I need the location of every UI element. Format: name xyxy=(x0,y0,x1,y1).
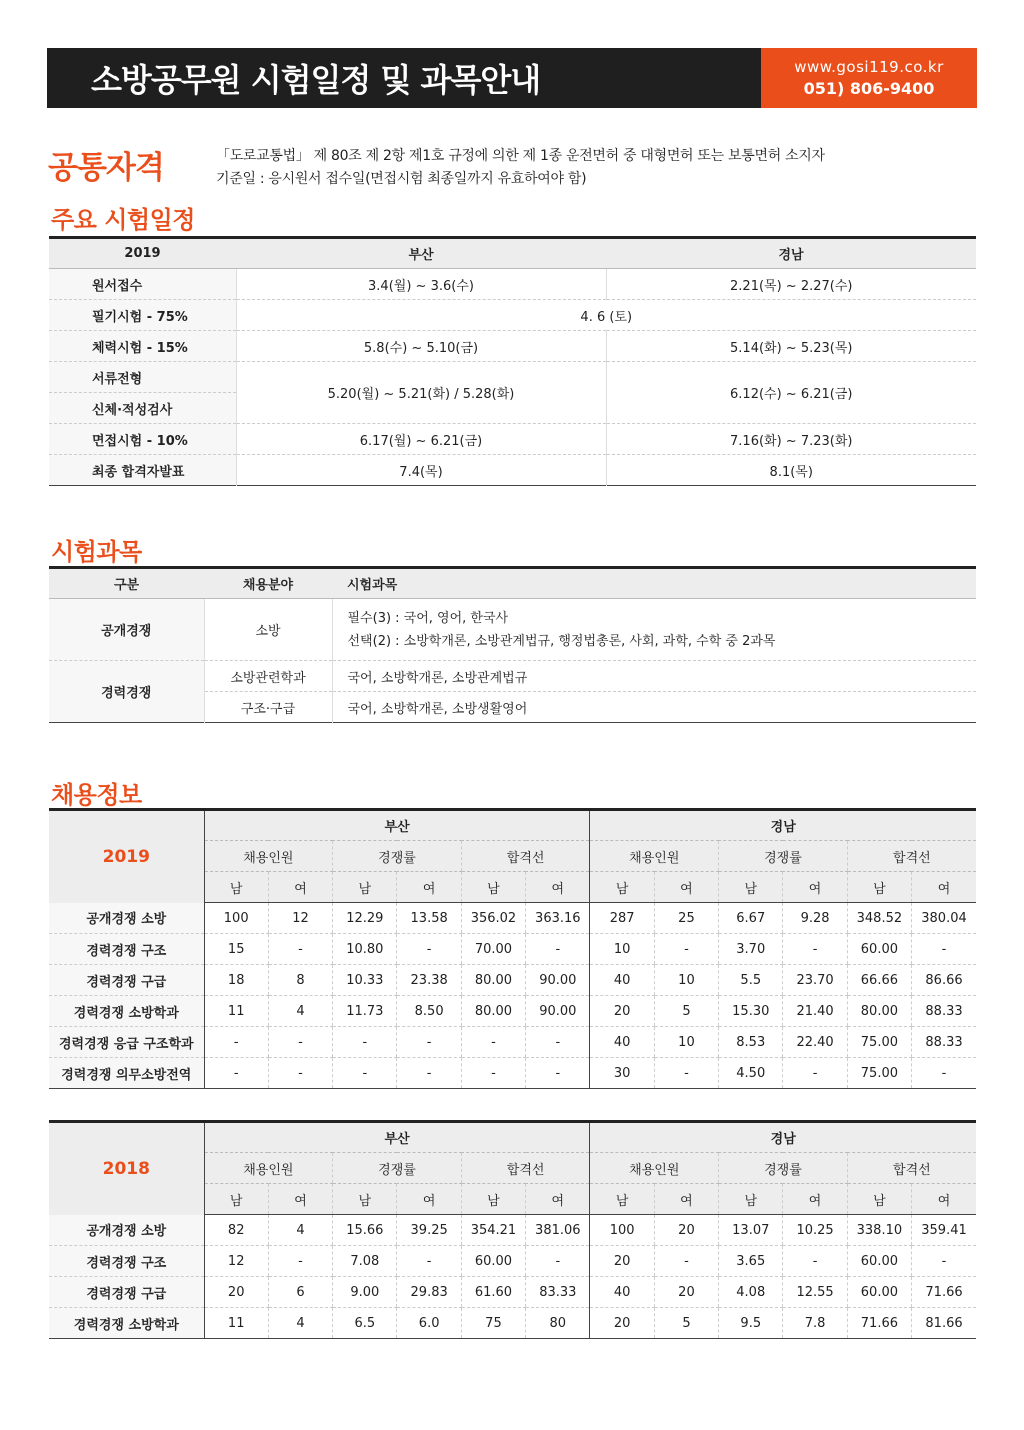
field-label: 소방 xyxy=(204,599,332,661)
written-exam-date: 4. 6 (토) xyxy=(236,300,976,331)
data-cell: - xyxy=(654,934,718,965)
data-cell: - xyxy=(268,1058,332,1089)
data-cell: 363.16 xyxy=(526,903,590,934)
table-row xyxy=(49,424,976,455)
data-cell: 30 xyxy=(590,1058,654,1089)
data-cell: 15.30 xyxy=(719,996,783,1027)
subject-list: 국어, 소방학개론, 소방생활영어 xyxy=(332,692,976,723)
data-cell: 12.29 xyxy=(333,903,397,934)
data-cell: 7.08 xyxy=(333,1246,397,1277)
subjects-title: 시험과목 xyxy=(51,538,142,566)
group-header: 경쟁률 xyxy=(333,1153,462,1184)
group-header: 채용인원 xyxy=(590,841,719,872)
qualification-text xyxy=(216,145,825,191)
row-label: 경력경쟁 소방학과 xyxy=(49,996,204,1027)
gender-header: 남 xyxy=(461,1184,525,1215)
busan-date: 6.17(월) ~ 6.21(금) xyxy=(236,424,606,455)
data-cell: 15 xyxy=(204,934,268,965)
data-cell: - xyxy=(268,1246,332,1277)
table-row xyxy=(49,1027,976,1058)
data-cell: 60.00 xyxy=(847,934,911,965)
group-header: 경쟁률 xyxy=(719,841,848,872)
data-cell: 21.40 xyxy=(783,996,847,1027)
gender-header: 여 xyxy=(397,872,461,903)
year-label: 2019 xyxy=(49,810,204,903)
data-cell: - xyxy=(654,1058,718,1089)
row-label: 신체·적성검사 xyxy=(49,393,236,424)
data-cell: - xyxy=(783,1058,847,1089)
website-url[interactable]: www.gosi119.co.kr xyxy=(794,58,944,76)
row-label: 원서접수 xyxy=(49,269,236,300)
gender-header: 여 xyxy=(268,872,332,903)
data-cell: 23.38 xyxy=(397,965,461,996)
gender-header: 남 xyxy=(333,1184,397,1215)
page-header xyxy=(47,48,977,108)
subjects-header-row xyxy=(49,568,976,599)
gyeongnam-date: 6.12(수) ~ 6.21(금) xyxy=(606,362,976,424)
gender-header: 남 xyxy=(847,872,911,903)
data-cell: 22.40 xyxy=(783,1027,847,1058)
table-row xyxy=(49,934,976,965)
group-header: 채용인원 xyxy=(204,841,333,872)
data-cell: 88.33 xyxy=(912,1027,976,1058)
data-cell: 6.67 xyxy=(719,903,783,934)
data-cell: 5.5 xyxy=(719,965,783,996)
table-row xyxy=(49,1308,976,1339)
table-row xyxy=(49,455,976,486)
data-cell: 39.25 xyxy=(397,1215,461,1246)
data-cell: 60.00 xyxy=(847,1277,911,1308)
data-cell: - xyxy=(461,1027,525,1058)
data-cell: 18 xyxy=(204,965,268,996)
year-label: 2018 xyxy=(49,1122,204,1215)
data-cell: - xyxy=(654,1246,718,1277)
row-label: 서류전형 xyxy=(49,362,236,393)
gender-header: 여 xyxy=(654,872,718,903)
data-cell: 86.66 xyxy=(912,965,976,996)
gyeongnam-date: 7.16(화) ~ 7.23(화) xyxy=(606,424,976,455)
busan-date: 5.20(월) ~ 5.21(화) / 5.28(화) xyxy=(236,362,606,424)
qualification-line-1: 「도로교통법」 제 80조 제 2항 제1호 규정에 의한 제 1종 운전면허 중 대형면허 또는 보통면허 소지자 xyxy=(216,148,825,164)
data-cell: 6.5 xyxy=(333,1308,397,1339)
table-row xyxy=(49,300,976,331)
data-cell: 100 xyxy=(590,1215,654,1246)
data-cell: 5 xyxy=(654,996,718,1027)
region-busan: 부산 xyxy=(204,1122,590,1153)
table-row xyxy=(49,362,976,393)
table-row xyxy=(49,1246,976,1277)
schedule-header-row xyxy=(49,238,976,269)
data-cell: - xyxy=(333,1027,397,1058)
gender-header: 남 xyxy=(333,872,397,903)
gender-header: 여 xyxy=(268,1184,332,1215)
table-row xyxy=(49,269,976,300)
gender-header: 남 xyxy=(204,1184,268,1215)
data-cell: - xyxy=(783,934,847,965)
data-cell: 6 xyxy=(268,1277,332,1308)
data-cell: 75.00 xyxy=(847,1027,911,1058)
data-cell: 9.00 xyxy=(333,1277,397,1308)
subject-header: 시험과목 xyxy=(332,568,976,599)
data-cell: 10.80 xyxy=(333,934,397,965)
row-label: 경력경쟁 구급 xyxy=(49,1277,204,1308)
group-header: 경쟁률 xyxy=(719,1153,848,1184)
data-cell: 40 xyxy=(590,1027,654,1058)
data-cell: 20 xyxy=(590,1246,654,1277)
phone-number: 051) 806-9400 xyxy=(803,79,935,98)
data-cell: - xyxy=(526,1246,590,1277)
table-row xyxy=(49,965,976,996)
gender-header: 여 xyxy=(912,872,976,903)
data-cell: 381.06 xyxy=(526,1215,590,1246)
data-cell: 82 xyxy=(204,1215,268,1246)
data-cell: 13.07 xyxy=(719,1215,783,1246)
subject-list xyxy=(332,599,976,661)
data-cell: 12 xyxy=(268,903,332,934)
row-label: 면접시험 - 10% xyxy=(49,424,236,455)
data-cell: 9.28 xyxy=(783,903,847,934)
gender-header: 여 xyxy=(912,1184,976,1215)
gender-header: 여 xyxy=(654,1184,718,1215)
row-label: 경력경쟁 응급 구조학과 xyxy=(49,1027,204,1058)
data-cell: 287 xyxy=(590,903,654,934)
gyeongnam-date: 8.1(목) xyxy=(606,455,976,486)
row-label: 체력시험 - 15% xyxy=(49,331,236,362)
schedule-gyeongnam-header: 경남 xyxy=(606,238,976,269)
gender-header: 여 xyxy=(526,1184,590,1215)
data-cell: 11 xyxy=(227,1315,245,1331)
subject-list: 국어, 소방학개론, 소방관계법규 xyxy=(332,661,976,692)
data-cell: - xyxy=(268,1027,332,1058)
data-cell: - xyxy=(397,934,461,965)
data-cell: 4 xyxy=(268,996,332,1027)
data-cell: 5 xyxy=(654,1308,718,1339)
data-cell: 75.00 xyxy=(847,1058,911,1089)
data-cell: 7.8 xyxy=(783,1308,847,1339)
data-cell: 13.58 xyxy=(397,903,461,934)
recruit-table-2019 xyxy=(49,808,976,1089)
data-cell: - xyxy=(461,1058,525,1089)
data-cell: - xyxy=(397,1058,461,1089)
data-cell: 348.52 xyxy=(847,903,911,934)
row-label: 경력경쟁 구급 xyxy=(49,965,204,996)
data-cell: 6.0 xyxy=(397,1308,461,1339)
data-cell: 11 xyxy=(204,996,268,1027)
data-cell: - xyxy=(783,1246,847,1277)
data-cell: 9.5 xyxy=(719,1308,783,1339)
data-cell: 20 xyxy=(590,996,654,1027)
table-row xyxy=(49,661,976,692)
region-gyeongnam: 경남 xyxy=(590,810,976,841)
field-label: 구조·구급 xyxy=(204,692,332,723)
data-cell: 359.41 xyxy=(912,1215,976,1246)
data-cell: 25 xyxy=(654,903,718,934)
field-label: 소방관련학과 xyxy=(204,661,332,692)
gender-header: 여 xyxy=(783,1184,847,1215)
data-cell: - xyxy=(397,1027,461,1058)
subjects-table xyxy=(49,566,976,723)
category-label: 경력경쟁 xyxy=(49,661,204,723)
group-header: 채용인원 xyxy=(590,1153,719,1184)
busan-date: 5.8(수) ~ 5.10(금) xyxy=(236,331,606,362)
data-cell: 10 xyxy=(654,1027,718,1058)
data-cell: 61.60 xyxy=(461,1277,525,1308)
data-cell: 10.25 xyxy=(783,1215,847,1246)
data-cell: 3.70 xyxy=(719,934,783,965)
data-cell: 8.53 xyxy=(719,1027,783,1058)
gender-header: 여 xyxy=(526,872,590,903)
data-cell: 80.00 xyxy=(461,965,525,996)
table-row xyxy=(49,331,976,362)
data-cell: - xyxy=(912,1058,976,1089)
data-cell: 380.04 xyxy=(912,903,976,934)
data-cell: - xyxy=(204,1027,268,1058)
data-cell: 90.00 xyxy=(526,965,590,996)
data-cell: - xyxy=(526,1058,590,1089)
region-busan: 부산 xyxy=(204,810,590,841)
data-cell: 12.55 xyxy=(783,1277,847,1308)
gender-header: 여 xyxy=(783,872,847,903)
data-cell: 60.00 xyxy=(847,1246,911,1277)
data-cell: 11.73 xyxy=(333,996,397,1027)
schedule-table xyxy=(49,236,976,486)
data-cell: 356.02 xyxy=(461,903,525,934)
field-header: 채용분야 xyxy=(204,568,332,599)
contact-box xyxy=(761,48,977,108)
region-header-row xyxy=(49,810,976,841)
data-cell: 88.33 xyxy=(912,996,976,1027)
busan-date: 7.4(목) xyxy=(236,455,606,486)
table-row xyxy=(49,903,976,934)
busan-date: 3.4(월) ~ 3.6(수) xyxy=(236,269,606,300)
schedule-year-header: 2019 xyxy=(49,238,236,269)
table-row xyxy=(49,599,976,661)
page-title: 소방공무원 시험일정 및 과목안내 xyxy=(47,48,761,108)
row-label: 공개경쟁 소방 xyxy=(49,903,204,934)
gender-header: 남 xyxy=(590,1184,654,1215)
data-cell: 90.00 xyxy=(526,996,590,1027)
gender-header: 남 xyxy=(204,872,268,903)
row-label: 경력경쟁 구조 xyxy=(49,1246,204,1277)
data-cell: 4.50 xyxy=(719,1058,783,1089)
data-cell: - xyxy=(912,1246,976,1277)
data-cell: 71.66 xyxy=(912,1277,976,1308)
schedule-title: 주요 시험일정 xyxy=(51,206,195,234)
data-cell: 71.66 xyxy=(847,1308,911,1339)
data-cell: 4 xyxy=(268,1308,332,1339)
data-cell: 20 xyxy=(654,1215,718,1246)
data-cell: 10.33 xyxy=(333,965,397,996)
group-header: 채용인원 xyxy=(204,1153,333,1184)
data-cell: 12 xyxy=(204,1246,268,1277)
data-cell: 70.00 xyxy=(461,934,525,965)
data-cell: - xyxy=(233,1065,239,1081)
gender-header: 남 xyxy=(590,872,654,903)
recruit-table-2018 xyxy=(49,1120,976,1339)
data-cell: 20 xyxy=(204,1277,268,1308)
data-cell: 15.66 xyxy=(333,1215,397,1246)
qualification-line-2: 기준일 : 응시원서 접수일(면접시험 최종일까지 유효하여야 함) xyxy=(216,171,587,187)
optional-subjects: 선택(2) : 소방학개론, 소방관계법규, 행정법총론, 사회, 과학, 수학 중 2과목 xyxy=(347,633,776,649)
qualification-title: 공통자격 xyxy=(48,150,164,186)
data-cell: 75 xyxy=(461,1308,525,1339)
data-cell: 4 xyxy=(268,1215,332,1246)
data-cell: 10 xyxy=(590,934,654,965)
gender-header: 남 xyxy=(719,1184,783,1215)
schedule-busan-header: 부산 xyxy=(236,238,606,269)
data-cell: - xyxy=(268,934,332,965)
data-cell: 10 xyxy=(654,965,718,996)
data-cell: 80.00 xyxy=(847,996,911,1027)
gyeongnam-date: 2.21(목) ~ 2.27(수) xyxy=(606,269,976,300)
gender-header: 남 xyxy=(461,872,525,903)
data-cell: 80.00 xyxy=(461,996,525,1027)
data-cell: - xyxy=(526,1027,590,1058)
data-cell: - xyxy=(397,1246,461,1277)
gyeongnam-date: 5.14(화) ~ 5.23(목) xyxy=(606,331,976,362)
data-cell: 83.33 xyxy=(526,1277,590,1308)
data-cell: 8 xyxy=(268,965,332,996)
data-cell: 81.66 xyxy=(912,1308,976,1339)
row-label: 경력경쟁 구조 xyxy=(49,934,204,965)
row-label: 경력경쟁 의무소방전역 xyxy=(49,1058,204,1089)
data-cell: 8.50 xyxy=(397,996,461,1027)
table-row xyxy=(49,996,976,1027)
data-cell: - xyxy=(526,934,590,965)
group-header: 합격선 xyxy=(461,1153,590,1184)
required-subjects: 필수(3) : 국어, 영어, 한국사 xyxy=(347,610,509,626)
row-label: 경력경쟁 소방학과 xyxy=(49,1308,204,1339)
group-header: 합격선 xyxy=(847,1153,976,1184)
data-cell: 3.65 xyxy=(719,1246,783,1277)
data-cell: - xyxy=(912,934,976,965)
recruit-title: 채용정보 xyxy=(51,781,142,809)
group-header: 합격선 xyxy=(847,841,976,872)
data-cell: 4.08 xyxy=(719,1277,783,1308)
data-cell: 23.70 xyxy=(783,965,847,996)
data-cell: - xyxy=(333,1058,397,1089)
data-cell: 354.21 xyxy=(461,1215,525,1246)
data-cell: 40 xyxy=(590,1277,654,1308)
data-cell: 40 xyxy=(590,965,654,996)
group-header: 합격선 xyxy=(461,841,590,872)
table-row xyxy=(49,1058,976,1089)
gender-header: 남 xyxy=(719,872,783,903)
data-cell: 338.10 xyxy=(847,1215,911,1246)
group-header: 경쟁률 xyxy=(333,841,462,872)
data-cell: 66.66 xyxy=(847,965,911,996)
gender-header: 여 xyxy=(397,1184,461,1215)
data-cell: 20 xyxy=(654,1277,718,1308)
table-row xyxy=(49,1277,976,1308)
table-row xyxy=(49,1215,976,1246)
row-label: 공개경쟁 소방 xyxy=(49,1215,204,1246)
data-cell: 80 xyxy=(526,1308,590,1339)
data-cell: 60.00 xyxy=(461,1246,525,1277)
data-cell: 20 xyxy=(590,1308,654,1339)
row-label: 필기시험 - 75% xyxy=(49,300,236,331)
data-cell: 100 xyxy=(204,903,268,934)
region-gyeongnam: 경남 xyxy=(590,1122,976,1153)
row-label: 최종 합격자발표 xyxy=(49,455,236,486)
data-cell: 29.83 xyxy=(397,1277,461,1308)
region-header-row xyxy=(49,1122,976,1153)
category-label: 공개경쟁 xyxy=(49,599,204,661)
gender-header: 남 xyxy=(847,1184,911,1215)
category-header: 구분 xyxy=(49,568,204,599)
